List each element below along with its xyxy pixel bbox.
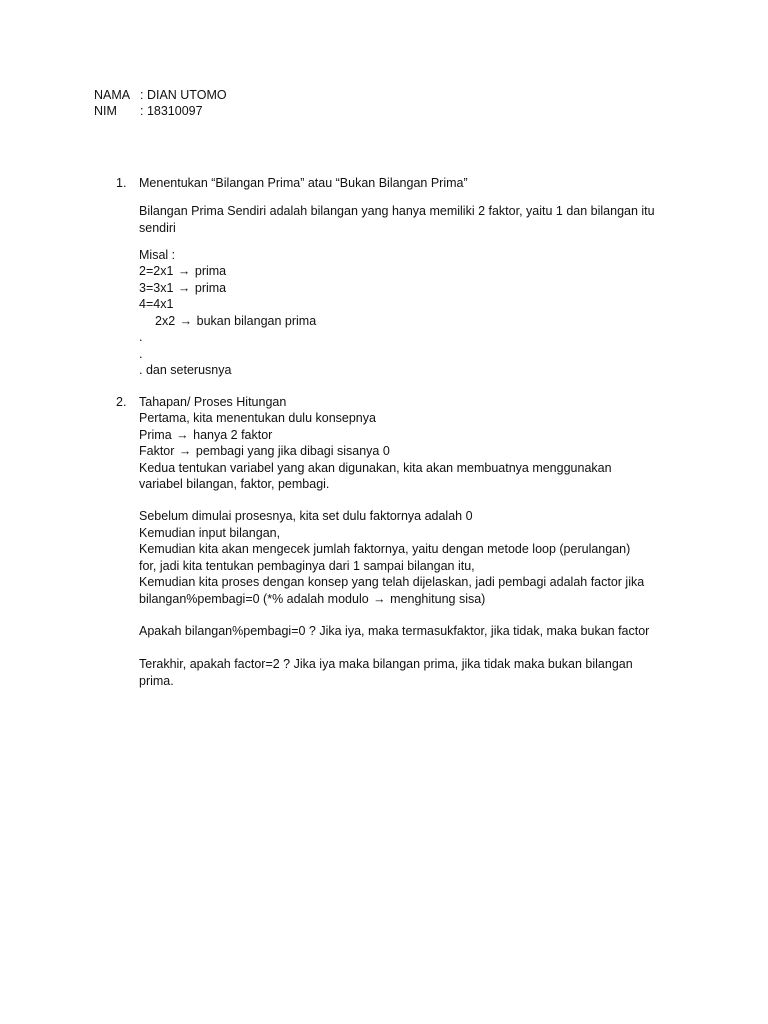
section-2-number: 2. bbox=[116, 395, 127, 409]
section-2-line-7: Kemudian input bilangan, bbox=[139, 526, 281, 540]
name-label: NAMA bbox=[94, 88, 131, 102]
section-2-line-12: Apakah bilangan%pembagi=0 ? Jika iya, maka termasukfaktor, jika tidak, maka bukan factor bbox=[139, 624, 650, 638]
example-2-result: prima bbox=[194, 281, 227, 295]
section-2-line-6: Sebelum dimulai prosesnya, kita set dulu faktornya adalah 0 bbox=[139, 509, 473, 523]
example-line-2 bbox=[139, 280, 226, 297]
section-1-definition-line-1: Bilangan Prima Sendiri adalah bilangan yang hanya memiliki 2 faktor, yaitu 1 dan bilangan itu bbox=[139, 204, 655, 218]
nim-label: NIM bbox=[94, 104, 117, 118]
right-arrow-icon: → bbox=[177, 281, 191, 295]
right-arrow-icon: → bbox=[177, 264, 191, 278]
example-4-expression: 2x2 bbox=[155, 314, 176, 328]
section-2-line-4: Kedua tentukan variabel yang akan digunakan, kita akan membuatnya menggunakan bbox=[139, 461, 612, 475]
section-2-title: Tahapan/ Proses Hitungan bbox=[139, 395, 287, 409]
nim-row bbox=[94, 103, 203, 120]
example-line-4 bbox=[155, 313, 316, 330]
concept-faktor-label: Faktor bbox=[139, 444, 175, 458]
concept-faktor-definition: pembagi yang jika dibagi sisanya 0 bbox=[195, 444, 390, 458]
ellipsis-dot-1: . bbox=[139, 330, 143, 344]
name-value: : DIAN UTOMO bbox=[140, 88, 227, 102]
section-2-line-13: Terakhir, apakah factor=2 ? Jika iya maka bilangan prima, jika tidak maka bukan bilangan bbox=[139, 657, 633, 671]
right-arrow-icon: → bbox=[178, 444, 192, 458]
nim-value: : 18310097 bbox=[140, 104, 203, 118]
section-2-line-3 bbox=[139, 443, 390, 460]
example-line-1 bbox=[139, 263, 226, 280]
name-row bbox=[94, 87, 227, 104]
section-2-line-11 bbox=[139, 591, 485, 608]
modulo-note: bilangan%pembagi=0 (*% adalah modulo bbox=[139, 592, 369, 606]
modulo-note-result: menghitung sisa) bbox=[390, 592, 486, 606]
section-1-definition-line-2: sendiri bbox=[139, 221, 176, 235]
example-1-expression: 2=2x1 bbox=[139, 264, 174, 278]
section-1-title: Menentukan “Bilangan Prima” atau “Bukan Bilangan Prima” bbox=[139, 176, 468, 190]
section-1-number: 1. bbox=[116, 176, 127, 190]
ellipsis-dot-2: . bbox=[139, 347, 143, 361]
section-2-line-1: Pertama, kita menentukan dulu konsepnya bbox=[139, 411, 376, 425]
example-2-expression: 3=3x1 bbox=[139, 281, 174, 295]
right-arrow-icon: → bbox=[176, 428, 189, 442]
example-line-3: 4=4x1 bbox=[139, 297, 174, 311]
concept-prima-definition: hanya 2 faktor bbox=[193, 428, 273, 442]
example-4-result: bukan bilangan prima bbox=[196, 314, 317, 328]
right-arrow-icon: → bbox=[179, 314, 193, 328]
example-heading: Misal : bbox=[139, 248, 176, 262]
section-2-line-10: Kemudian kita proses dengan konsep yang telah dijelaskan, jadi pembagi adalah factor jika bbox=[139, 575, 645, 589]
section-2-line-8: Kemudian kita akan mengecek jumlah faktornya, yaitu dengan metode loop (perulangan) bbox=[139, 542, 631, 556]
example-1-result: prima bbox=[194, 264, 227, 278]
section-2-line-14: prima. bbox=[139, 674, 174, 688]
section-2-line-5: variabel bilangan, faktor, pembagi. bbox=[139, 477, 330, 491]
ellipsis-continued: . dan seterusnya bbox=[139, 363, 232, 377]
section-2-line-9: for, jadi kita tentukan pembaginya dari 1 sampai bilangan itu, bbox=[139, 559, 475, 573]
section-2-line-2 bbox=[139, 427, 272, 444]
right-arrow-icon: → bbox=[373, 592, 386, 606]
concept-prima-label: Prima bbox=[139, 428, 172, 442]
